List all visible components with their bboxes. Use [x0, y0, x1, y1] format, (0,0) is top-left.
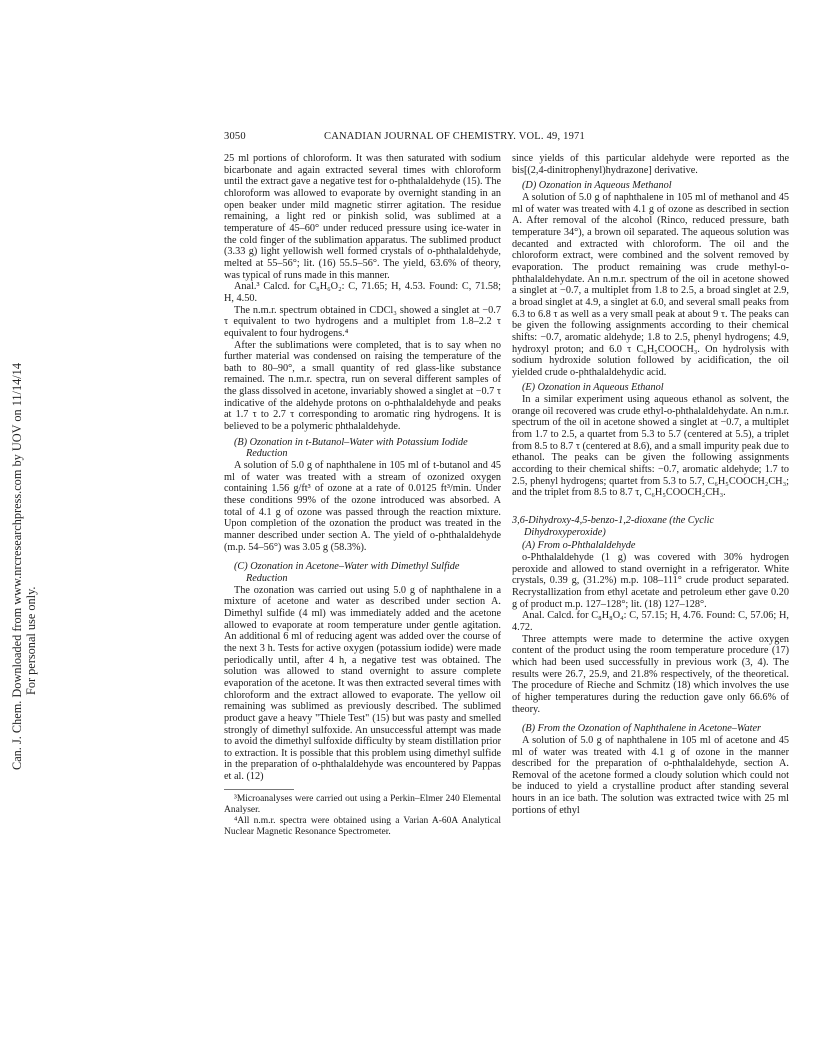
subsection-heading: (C) Ozonation in Acetone–Water with Dimethyl Sulfide Reduction: [234, 561, 460, 584]
subsection-heading: (D) Ozonation in Aqueous Methanol: [522, 180, 672, 192]
subsection-heading: (A) From o-Phthalaldehyde: [522, 540, 636, 552]
paragraph: After the sublimations were completed, that is to say when no further material was condensed on raising the temperature of the bath to 80–90°, a small quantity of red glass-like substance remained. The n.m.r. spectra, run on several different samples of the glass dissolved in acetone, invariably showed a singlet at −0.7 τ indicative of the aldehyde protons on o-phthalaldehyde and peaks at 1.7 τ to 2.7 τ corresponding to aromatic ring hydrogens. It is believed to be a polymeric phthalaldehyde.: [224, 339, 501, 433]
left-column: [224, 153, 501, 838]
page-number: 3050: [224, 131, 246, 142]
footnote: ³Microanalyses were carried out using a Perkin–Elmer 240 Elemental Analyser.: [224, 793, 501, 815]
paragraph: o-Phthalaldehyde (1 g) was covered with 30% hydrogen peroxide and allowed to stand overnight in a refrigerator. White crystals, 0.39 g, (31.2%) m.p. 108–111° crude product separated. Recrystallization from ethyl acetate and petroleum ether gave 0.20 g of product m.p. 127–128°; lit. (18) 127–128°.: [512, 552, 789, 610]
section-heading: 3,6-Dihydroxy-4,5-benzo-1,2-dioxane (the Cyclic Dihydroxyperoxide): [512, 515, 714, 538]
paragraph: A solution of 5.0 g of naphthalene in 105 ml of acetone and 45 ml of water was treated with 4.1 g of ozone in the manner described for the preparation of o-phthalaldehyde, section A. Removal of the acetone formed a cloudy solution which could not be induced to yield a crystalline product after standing several hours in an ice bath. The solution was extracted twice with 25 ml portions of ethyl: [512, 734, 789, 816]
subsection-heading: (B) From the Ozonation of Naphthalene in Acetone–Water: [522, 723, 762, 735]
watermark-usage-line: For personal use only.: [24, 586, 38, 695]
subsection-heading: (E) Ozonation in Aqueous Ethanol: [522, 382, 664, 394]
section-gap: [512, 499, 789, 507]
analysis-paragraph: Anal.³ Calcd. for C₈H₆O₂: C, 71.65; H, 4.53. Found: C, 71.58; H, 4.50.: [224, 281, 501, 304]
paragraph: 25 ml portions of chloroform. It was then saturated with sodium bicarbonate and again extracted several times with chloroform until the extract gave a negative test for o-phthalaldehyde (15). The chloroform was allowed to evaporate by overnight standing in an open beaker under mild magnetic stirrer agitation. The residue remaining, a light red or pinkish solid, was sublimed at a temperature of 45–60° under reduced pressure using ice-water in the cold finger of the sublimation apparatus. The sublimed product (3.33 g) light yellowish well formed crystals of o-phthalaldehyde, melted at 55–56°; lit. (16) 55.5–56°. The yield, 63.6% of theory, was typical of runs made in this manner.: [224, 153, 501, 281]
footnotes: [224, 794, 501, 838]
paragraph: The ozonation was carried out using 5.0 g of naphthalene in a mixture of acetone and water as described under section A. Dimethyl sulfide (4 ml) was immediately added and the acetone allowed to evaporate at room temperature under gentle agitation. An additional 6 ml of reducing agent was added over the course of the next 3 h. Tests for active oxygen (potassium iodide) were made periodically until, after 4 h, a negative test was obtained. The solution was allowed to stand overnight to assure complete evaporation of the acetone. It was then extracted several times with chloroform and the extract allowed to evaporate. The yellow oil remaining was sublimed as previously described. The sublimed product gave a heavy "Thiele Test" (15) but was pasty and smelled strongly of dimethyl sulfoxide. An unsuccessful attempt was made to avoid the dimethyl sulfoxide difficulty by steam distillation prior to extraction. It is possible that this problem using dimethyl sulfide in the preparation of o-phthalaldehyde was encountered by Pappas et al. (12): [224, 584, 501, 783]
paragraph: A solution of 5.0 g of naphthalene in 105 ml of methanol and 45 ml of water was treated with 4.1 g of ozone as described in section A. After removal of the alcohol (Rinco, reduced pressure, bath temperature 34°), a brown oil separated. The aqueous solution was decanted and extracted with chloroform. The oil and the chloroform extract, were combined and the solvent removed by evaporation. The product remaining was crude methyl-o-phthalaldehydate. An n.m.r. spectrum of the oil in acetone showed a singlet at −0.7, a multiplet from 1.8 to 2.5, a broad singlet at 2.9, a broad singlet at 4.9, a singlet at 6.0, and several small peaks from 6.3 to 6.8 τ as well as a very small peak at about 9 τ. The peaks can be given the following assignments according to their chemical shifts: −0.7, aromatic aldehyde; 1.8 to 2.5, phenyl hydrogens; 4.9, hydroxyl proton; and 6.0 τ C₆H₅COOCH₃. On hydrolysis with sodium hydroxide solution followed by acidification, the oil yielded crude o-phthalaldehydic acid.: [512, 191, 789, 378]
running-header: [224, 131, 792, 145]
analysis-paragraph: Anal. Calcd. for C₈H₈O₄: C, 57.15; H, 4.76. Found: C, 57.06; H, 4.72.: [512, 610, 789, 633]
paragraph: In a similar experiment using aqueous ethanol as solvent, the orange oil recovered was crude ethyl-o-phthalaldehydate. An n.m.r. spectrum of the oil in acetone showed a singlet at −0.7, a multiplet from 1.7 to 2.5, a quartet from 5.3 to 5.7 (centered at 5.5), a triplet from 8.5 to 8.7 τ (centered at 8.6), and a small impurity peak due to ethanol. The peaks can be given the following assignments according to their chemical shifts: −0.7, aromatic aldehyde; 1.7 to 2.5, phenyl hydrogens; quartet from 5.3 to 5.7, C₆H₅COOCH₂CH₃; and the triplet from 8.5 to 8.7 τ, C₆H₅COOCH₂CH₃.: [512, 394, 789, 499]
paragraph: The n.m.r. spectrum obtained in CDCl₃ showed a singlet at −0.7 τ equivalent to two hydrogens and a multiplet from 1.8–2.2 τ equivalent to four hydrogens.⁴: [224, 304, 501, 339]
download-watermark: [4, 250, 44, 770]
paragraph: Three attempts were made to determine the active oxygen content of the product using the room temperature procedure (17) which had been used successfully in previous work (3, 4). The results were 26.7, 25.9, and 21.8% respectively, of the theoretical. The procedure of Rieche and Schmitz (18) which involves the use of higher temperatures during the reduction gave only 66.6% of theory.: [512, 633, 789, 715]
watermark-source-line: Can. J. Chem. Downloaded from www.nrcresearchpress.com by UOV on 11/14/14: [10, 363, 24, 770]
right-column: [512, 153, 789, 816]
footnote: ⁴All n.m.r. spectra were obtained using a Varian A-60A Analytical Nuclear Magnetic Resonance Spectrometer.: [224, 815, 501, 837]
journal-title: CANADIAN JOURNAL OF CHEMISTRY. VOL. 49, 1971: [324, 131, 585, 142]
paragraph: A solution of 5.0 g of naphthalene in 105 ml of t-butanol and 45 ml of water was treated with a stream of ozonized oxygen containing 1.56 g/ft³ of ozone at a rate of 0.0125 ft³/min. Under these conditions 99% of the ozone introduced was absorbed. A total of 4.1 g of ozone was passed through the reaction mixture. Upon completion of the ozonation the product was treated in the manner described under section A. The yield of o-phthalaldehyde (m.p. 54–56°) was 3.05 g (58.3%).: [224, 460, 501, 553]
paragraph: since yields of this particular aldehyde were reported as the bis[(2,4-dinitrophenyl)hydrazone] derivative.: [512, 153, 789, 176]
subsection-heading: (B) Ozonation in t-Butanol–Water with Potassium Iodide Reduction: [234, 436, 468, 460]
footnote-rule: [224, 789, 294, 790]
